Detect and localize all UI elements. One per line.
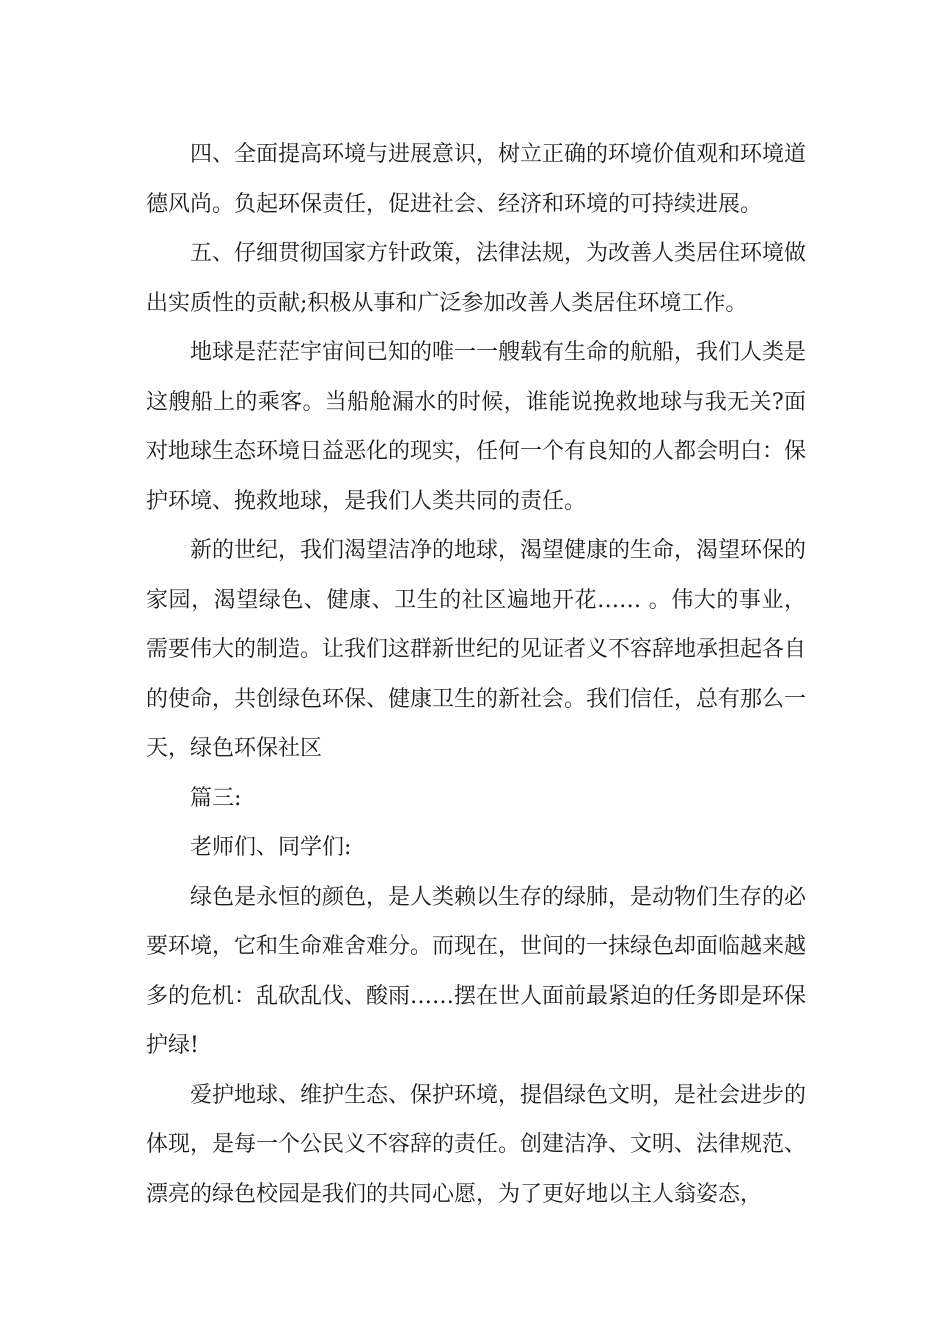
paragraph-1: 四、全面提高环境与进展意识，树立正确的环境价值观和环境道德风尚。负起环保责任，促进社会、经济和环境的可持续进展。 [146,142,807,217]
paragraph-5: 绿色是永恒的颜色，是人类赖以生存的绿肺，是动物们生存的必要环境，它和生命难舍难分。而现在，世间的一抹绿色却面临越来越多的危机：乱砍乱伐、酸雨……摆在世人面前最紧迫的任务即是环保护绿! [146,884,807,1058]
section-heading: 篇三: [190,785,242,811]
paragraph-2: 五、仔细贯彻国家方针政策，法律法规，为改善人类居住环境做出实质性的贡献;积极从事和广泛参加改善人类居住环境工作。 [146,241,807,316]
document-body [146,130,806,1219]
paragraph-3: 地球是茫茫宇宙间已知的唯一一艘载有生命的航船，我们人类是这艘船上的乘客。当船舱漏水的时候，谁能说挽救地球与我无关?面对地球生态环境日益恶化的现实，任何一个有良知的人都会明白：保护环境、挽救地球，是我们人类共同的责任。 [146,340,807,514]
salutation: 老师们、同学们: [190,835,352,860]
paragraph-6: 爱护地球、维护生态、保护环境，提倡绿色文明，是社会进步的体现，是每一个公民义不容辞的责任。创建洁净、文明、法律规范、漂亮的绿色校园是我们的共同心愿，为了更好地以主人翁姿态， [146,1082,807,1207]
paragraph-4: 新的世纪，我们渴望洁净的地球，渴望健康的生命，渴望环保的家园，渴望绿色、健康、卫生的社区遍地开花…… 。伟大的事业，需要伟大的制造。让我们这群新世纪的见证者义不容辞地承担起各自的使命，共创绿色环保、健康卫生的新社会。我们信任，总有那么一天，绿色环保社区 [146,538,807,761]
